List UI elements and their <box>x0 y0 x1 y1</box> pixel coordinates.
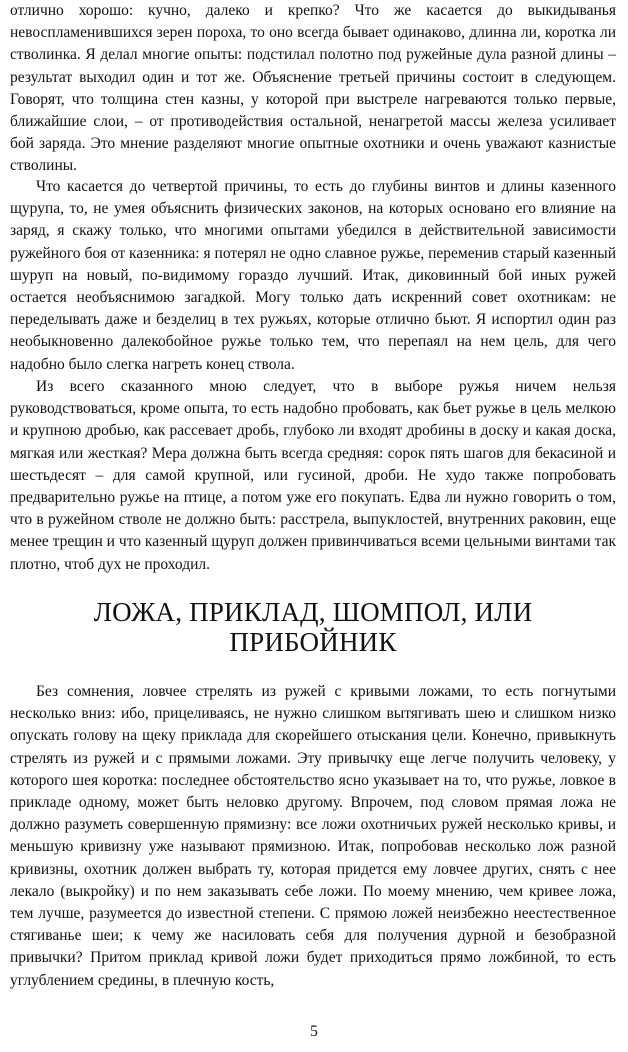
section-heading-line-2: ПРИБОЙНИК <box>229 627 397 657</box>
text-block-continued <box>10 0 616 178</box>
text-block-conclusion <box>10 376 616 576</box>
paragraph-continued: отлично хорошо: кучно, далеко и крепко? Что же касается до выкидыванья невоспламенившихся зерен пороха, то оно всегда бывает одинаково, длинна ли, коротка ли стволинка. Я делал многие опыты: подстилал полотно под ружейные дула разной длины – результат выходил один и тот же. Объяснение третьей причины состоит в следующем. Говорят, что толщина стен казны, у которой при выстреле нагреваются только первые, ближайшие слои, – от противодействия остальной, ненагретой массы железа усиливает бой заряда. Это мнение разделяют многие опытные охотники и очень уважают казнистые стволины. <box>10 2 616 175</box>
paragraph-stock: Без сомнения, ловчее стрелять из ружей с кривыми ложами, то есть погнутыми несколько вниз: ибо, прицеливаясь, не нужно слишком вытягивать шею и слишком низко опускать голову на щеку приклада для скорейшего отыскания цели. Конечно, привыкнуть стрелять из ружей и с прямыми ложами. Эту привычку еще легче получить человеку, у которого шея коротка: последнее обстоятельство ясно указывает на то, что ружье, ловкое в прикладе одному, может быть неловко другому. Впрочем, под словом прямая ложа не должно разуметь совершенную прямизну: все ложи охотничьих ружей несколько кривы, и меньшую кривизну уже называют прямизною. Итак, попробовав несколько лож разной кривизны, охотник должен выбрать ту, которая придется ему ловчее других, снять с нее лекало (выкройку) и по нем заказывать себе ложи. По моему мнению, чем кривее ложа, тем лучше, разумеется до известной степени. С прямою ложей неизбежно неестественное стягиванье шеи; к чему же насиловать себя для получения дурной и безобразной привычки? Притом приклад кривой ложи будет приходиться прямо ложбиной, то есть углублением средины, в плечную кость, <box>10 683 616 989</box>
paragraph-fourth-cause: Что касается до четвертой причины, то есть до глубины винтов и длины казенного щурупа, то, не умея объяснить физических законов, на которых основано его влияние на заряд, я скажу только, что многими опытами убедился в действительной зависимости ружейного боя от казенника: я потерял не одно славное ружье, переменив старый казенный шуруп на новый, по-видимому гораздо лучший. Итак, диковинный бой иных ружей остается необъяснимою загадкой. Могу только дать искренний совет охотникам: не переделывать даже и безделиц в тех ружьях, которые отлично бьют. Я испортил один раз необыкновенно далекобойное ружье только тем, что перепаял на нем цель, для чего надобно было слегка нагреть конец ствола. <box>10 178 616 373</box>
paragraph-conclusion: Из всего сказанного мною следует, что в выборе ружья ничем нельзя руководствоваться, кроме опыта, то есть надобно пробовать, как бьет ружье в цель мелкою и крупною дробью, как рассевает дробь, глубоко ли входят дробины в доску и какая доска, мягкая или жесткая? Мера должна быть всегда средняя: сорок пять шагов для бекасиной и шестьдесят – для самой крупной, или гусиной, дроби. Не худо также попробовать предварительно ружье на птице, а потом уже его покупать. Едва ли нужно говорить о том, что в ружейном стволе не должно быть: расстрела, выпуклостей, внутренних раковин, еще менее трещин и что казенный щуруп должен привинчиваться всеми цельными винтами так плотно, чтоб дух не проходил. <box>10 378 616 573</box>
section-heading <box>10 597 616 657</box>
section-heading-line-1: ЛОЖА, ПРИКЛАД, ШОМПОЛ, ИЛИ <box>93 597 533 627</box>
page-number: 5 <box>310 1023 318 1040</box>
text-block-fourth-cause <box>10 176 616 376</box>
text-block-stock <box>10 681 616 992</box>
